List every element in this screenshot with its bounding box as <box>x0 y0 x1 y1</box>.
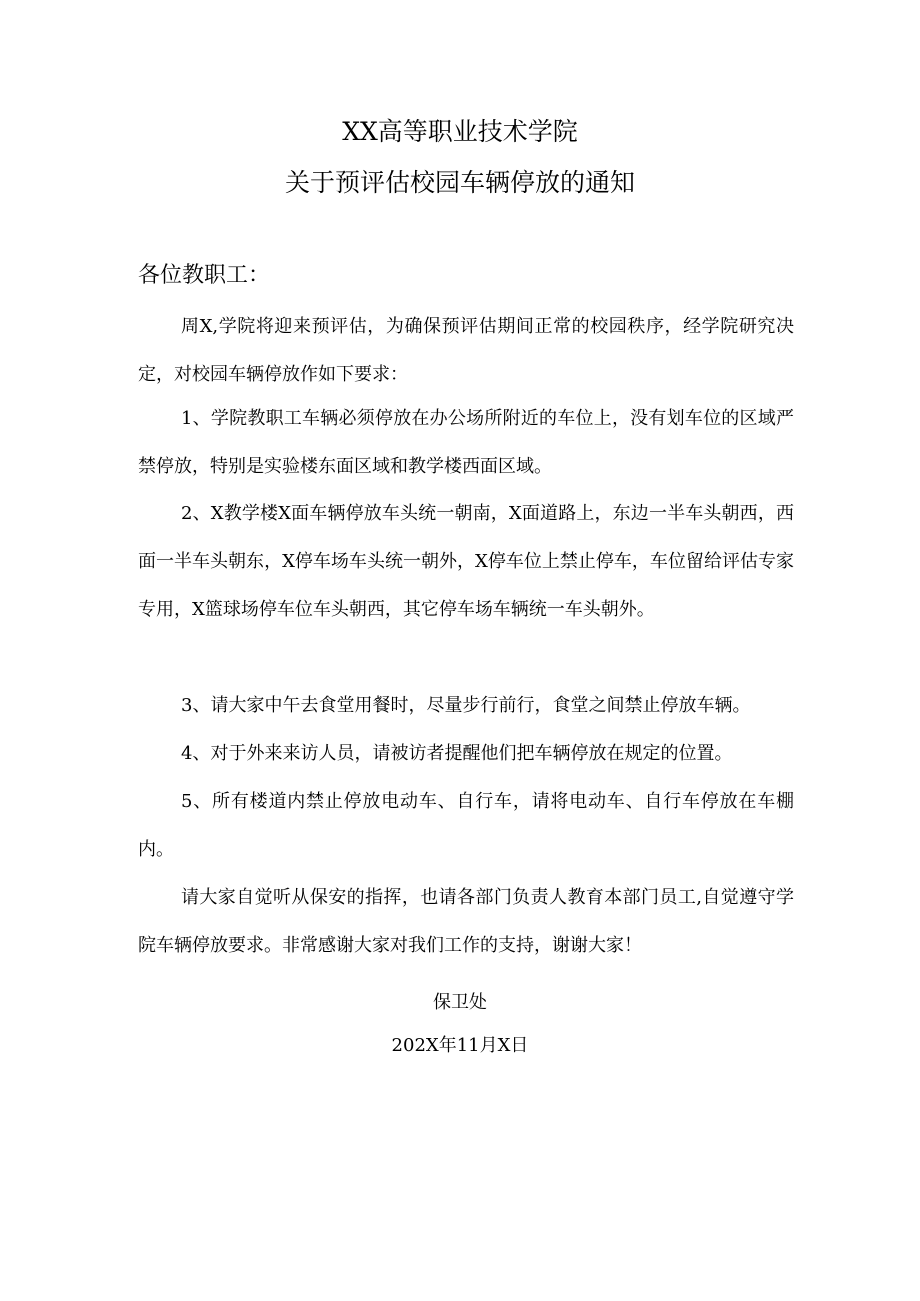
rule-paragraph-1: 1、学院教职工车辆必须停放在办公场所附近的车位上，没有划车位的区域严禁停放，特别是实验楼东面区域和教学楼西面区域。 <box>138 408 794 477</box>
signature-date: 202X年11月X日 <box>391 1035 529 1056</box>
intro-paragraph: 周X,学院将迎来预评估，为确保预评估期间正常的校园秩序，经学院研究决定，对校园车辆停放作如下要求： <box>138 316 794 385</box>
rule-paragraph-2: 2、X教学楼X面车辆停放车头统一朝南，X面道路上，东边一半车头朝西，西面一半车头朝东，X停车场车头统一朝外，X停车位上禁止停车，车位留给评估专家专用，X篮球场停车位车头朝西，其它停车场车辆统一车头朝外。 <box>138 503 794 620</box>
rule-paragraph-4: 4、对于外来来访人员，请被访者提醒他们把车辆停放在规定的位置。 <box>181 743 733 764</box>
notice-title: 关于预评估校园车辆停放的通知 <box>284 168 635 197</box>
school-name: XX高等职业技术学院 <box>342 117 578 146</box>
rule-paragraph-3: 3、请大家中午去食堂用餐时，尽量步行前行，食堂之间禁止停放车辆。 <box>181 695 751 716</box>
rule-paragraph-5: 5、所有楼道内禁止停放电动车、自行车，请将电动车、自行车停放在车棚内。 <box>138 791 794 860</box>
signature-department: 保卫处 <box>433 992 487 1013</box>
closing-paragraph: 请大家自觉听从保安的指挥，也请各部门负责人教育本部门员工,自觉遵守学院车辆停放要求。非常感谢大家对我们工作的支持，谢谢大家！ <box>138 887 794 956</box>
salutation: 各位教职工： <box>138 263 271 288</box>
